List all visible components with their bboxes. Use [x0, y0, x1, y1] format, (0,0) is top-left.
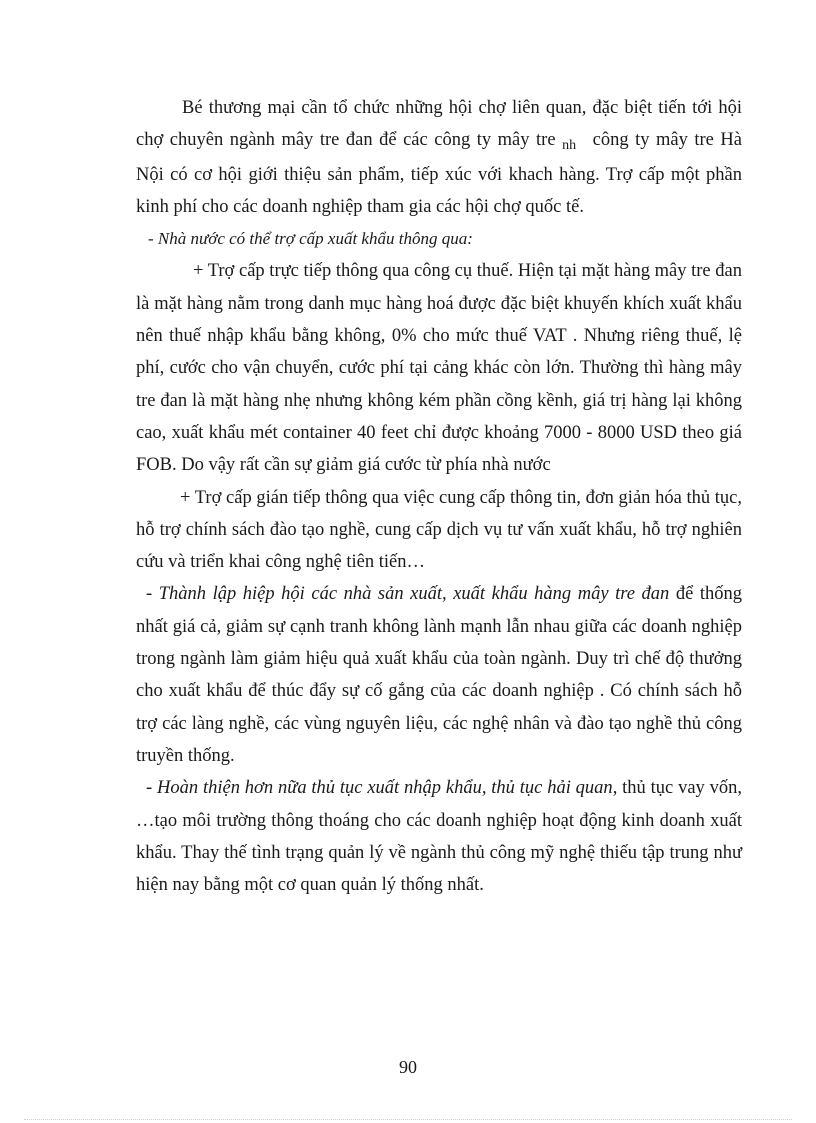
heading-state-support: - Nhà nước có thể trợ cấp xuất khẩu thông qua: [148, 229, 473, 249]
stray-subscript-text: nh [562, 138, 577, 154]
association-lead: - Thành lập hiệp hội các nhà sản xuất, xuất khẩu hàng mây tre đan [146, 584, 670, 605]
paragraph-direct-subsidy: + Trợ cấp trực tiếp thông qua công cụ thuế. Hiện tại mặt hàng mây tre đan là mặt hàng nằm trong danh mục hàng hoá được đặc biệt khuyến khích xuất khẩu nên thuế nhập khẩu bằng không, 0% cho mức thuế VAT . Nhưng riêng thuế, lệ phí, cước cho vận chuyển, cước phí tại cảng khác còn lớn. Thường thì hàng mây tre đan là mặt hàng nhẹ nhưng không kém phần cồng kềnh, giá trị hàng lại không cao, xuất khẩu mét container 40 feet chỉ được khoảng 7000 - 8000 USD theo giá FOB. Do vậy rất cần sự giảm giá cước từ phía nhà nước [136, 261, 742, 476]
procedures-body: , thủ tục vay vốn, …tạo môi trường thông thoáng cho các doanh nghiệp hoạt động kinh doanh xuất khẩu. Thay thế tình trạng quản lý về ngành thủ công mỹ nghệ thiếu tập trung như hiện nay bằng một cơ quan quản lý thống nhất. [136, 778, 742, 896]
paragraph-indirect-subsidy: + Trợ cấp gián tiếp thông qua việc cung cấp thông tin, đơn giản hóa thủ tục, hỗ trợ chính sách đào tạo nghề, cung cấp dịch vụ tư vấn xuất khẩu, hỗ trợ nghiên cứu và triển khai công nghệ tiên tiến… [136, 487, 742, 573]
procedures-lead: - Hoàn thiện hơn nữa thủ tục xuất nhập khẩu, thủ tục hải quan [146, 778, 613, 799]
paragraph-trade-fairs [136, 92, 742, 223]
paragraph-association [136, 578, 742, 772]
association-body: để thống nhất giá cả, giảm sự cạnh tranh không lành mạnh lẫn nhau giữa các doanh nghiệp trong ngành làm giảm hiệu quả xuất khẩu của toàn ngành. Duy trì chế độ thưởng cho xuất khẩu để thúc đẩy sự cố gắng của các doanh nghiệp . Có chính sách hỗ trợ các làng nghề, các vùng nguyên liệu, các nghệ nhân và đào tạo nghề thủ công truyền thống. [136, 584, 742, 766]
paragraph-trade-fairs-part-a: Bé thương mại cần tổ chức những hội chợ liên quan, đặc biệt tiến tới hội chợ chuyên ngành mây tre đan để các công ty mây tre [136, 98, 742, 151]
paragraph-procedures [136, 772, 742, 901]
body-text [136, 92, 742, 901]
bottom-divider [24, 1119, 792, 1120]
paragraph-trade-fairs-part-b: công ty mây tre Hà Nội có cơ hội giới thiệu sản phẩm, tiếp xúc với khach hàng. Trợ cấp một phần kinh phí cho các doanh nghiệp tham gia các hội chợ quốc tế. [136, 130, 742, 217]
page-number: 90 [399, 1057, 417, 1077]
